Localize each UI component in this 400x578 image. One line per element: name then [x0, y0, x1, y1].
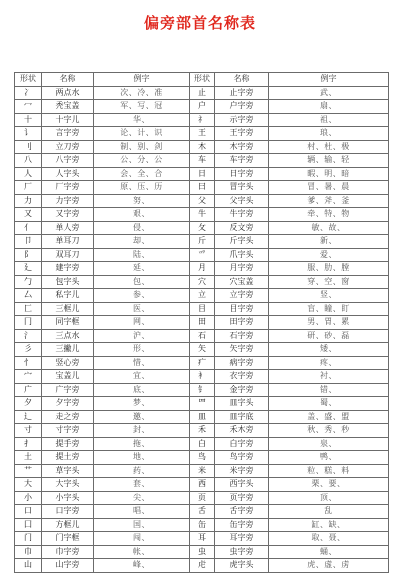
radical-examples: 粒、糕、料: [269, 464, 389, 478]
radical-examples: 侵、: [94, 221, 190, 235]
radical-name: 止字旁: [215, 86, 269, 100]
radical-examples: 牵、特、物: [269, 208, 389, 222]
radical-name: 金字旁: [215, 383, 269, 397]
radical-examples: 鸭、: [269, 451, 389, 465]
radical-name: 石字旁: [215, 329, 269, 343]
header-name: 名称: [42, 73, 94, 87]
radical-examples: 陆、: [94, 248, 190, 262]
radical-examples: 暇、明、暗: [269, 167, 389, 181]
radical-examples: 新、: [269, 235, 389, 249]
header-examples: 例字: [269, 73, 389, 87]
radical-shape: 日: [190, 167, 215, 181]
radical-examples: 医、: [94, 302, 190, 316]
radical-examples: 会、全、合: [94, 167, 190, 181]
radical-examples: 研、砂、磊: [269, 329, 389, 343]
radical-examples: 冒、暑、晨: [269, 181, 389, 195]
radical-name: 田字旁: [215, 316, 269, 330]
radical-shape: 米: [190, 464, 215, 478]
table-row: [15, 275, 389, 289]
table-row: [15, 316, 389, 330]
radical-shape: 爫: [190, 248, 215, 262]
radical-examples: 衬、: [269, 370, 389, 384]
radical-name: 竖心旁: [42, 356, 94, 370]
radical-examples: 努、: [94, 194, 190, 208]
radical-name: 口字旁: [42, 505, 94, 519]
radical-examples: 乱: [269, 505, 389, 519]
radical-name: 八字旁: [42, 154, 94, 168]
radical-name: 父字头: [215, 194, 269, 208]
radical-shape: 卩: [15, 235, 42, 249]
table-row: [15, 113, 389, 127]
radical-shape: 耳: [190, 532, 215, 546]
table-row: [15, 181, 389, 195]
table-row: [15, 545, 389, 559]
radical-shape: 匚: [15, 302, 42, 316]
radical-name: 巾字旁: [42, 545, 94, 559]
radical-name: 户字旁: [215, 100, 269, 114]
radical-name: 提手旁: [42, 437, 94, 451]
radical-name: 舌字旁: [215, 505, 269, 519]
radical-examples: 公、分、公: [94, 154, 190, 168]
radical-shape: 父: [190, 194, 215, 208]
table-row: [15, 424, 389, 438]
radical-shape: 衤: [190, 370, 215, 384]
table-row: [15, 491, 389, 505]
table-row: [15, 329, 389, 343]
radical-examples: 闯、: [94, 532, 190, 546]
radical-examples: 敏、故、: [269, 221, 389, 235]
radical-examples: 底、: [94, 383, 190, 397]
table-body: [15, 86, 389, 572]
radical-shape: 艹: [15, 464, 42, 478]
radical-shape: 王: [190, 127, 215, 141]
radical-examples: 蛹、: [269, 545, 389, 559]
radical-name: 同字框: [42, 316, 94, 330]
radical-examples: 国、: [94, 518, 190, 532]
radical-examples: 穿、空、窗: [269, 275, 389, 289]
radical-examples: 爱、: [269, 248, 389, 262]
radical-shape: 缶: [190, 518, 215, 532]
radical-examples: 顶、: [269, 491, 389, 505]
radical-name: 木字旁: [215, 140, 269, 154]
table-header-row: [15, 73, 389, 87]
table-row: [15, 559, 389, 573]
radical-shape: 户: [190, 100, 215, 114]
radical-shape: 虫: [190, 545, 215, 559]
radical-shape: 目: [190, 302, 215, 316]
radical-examples: 唱、: [94, 505, 190, 519]
radical-name: 小字头: [42, 491, 94, 505]
radical-examples: 却、: [94, 235, 190, 249]
header-name: 名称: [215, 73, 269, 87]
radical-shape: 辶: [15, 410, 42, 424]
radical-examples: 矮、: [269, 343, 389, 357]
table-row: [15, 208, 389, 222]
table-row: [15, 410, 389, 424]
radical-shape: 白: [190, 437, 215, 451]
radical-shape: 车: [190, 154, 215, 168]
table-row: [15, 397, 389, 411]
radical-name: 虫字旁: [215, 545, 269, 559]
radical-shape: 寸: [15, 424, 42, 438]
radical-shape: 皿: [190, 410, 215, 424]
radical-name: 王字旁: [215, 127, 269, 141]
radical-shape: 亻: [15, 221, 42, 235]
radical-examples: 论、计、识: [94, 127, 190, 141]
radical-examples: 蜀、: [269, 397, 389, 411]
radical-shape: 攵: [190, 221, 215, 235]
table-row: [15, 518, 389, 532]
radical-examples: 拖、: [94, 437, 190, 451]
radical-examples: 尖、: [94, 491, 190, 505]
radical-examples: 辆、输、轻: [269, 154, 389, 168]
radical-name: 穴宝盖: [215, 275, 269, 289]
radical-name: 西字头: [215, 478, 269, 492]
table-row: [15, 464, 389, 478]
radical-examples: 药、: [94, 464, 190, 478]
radical-shape: 宀: [15, 370, 42, 384]
radical-examples: 包、: [94, 275, 190, 289]
radical-name: 虎字头: [215, 559, 269, 573]
radical-examples: 惜、: [94, 356, 190, 370]
radical-shape: 刂: [15, 140, 42, 154]
radical-shape: 罒: [190, 397, 215, 411]
radical-shape: 夕: [15, 397, 42, 411]
radical-name: 单人旁: [42, 221, 94, 235]
radical-shape: 舌: [190, 505, 215, 519]
radical-name: 白字旁: [215, 437, 269, 451]
radical-shape: 礻: [190, 113, 215, 127]
radical-shape: 疒: [190, 356, 215, 370]
radical-examples: 艰、: [94, 208, 190, 222]
radical-examples: 栗、要、: [269, 478, 389, 492]
radical-name: 米字旁: [215, 464, 269, 478]
page-title: 偏旁部首名称表: [143, 14, 256, 32]
radical-name: 斤字头: [215, 235, 269, 249]
table-row: [15, 248, 389, 262]
table-row: [15, 262, 389, 276]
radical-name: 日字旁: [215, 167, 269, 181]
radical-shape: 禾: [190, 424, 215, 438]
radical-shape: 页: [190, 491, 215, 505]
radical-shape: 土: [15, 451, 42, 465]
radical-examples: 邀、: [94, 410, 190, 424]
radical-name: 皿字头: [215, 397, 269, 411]
radical-examples: 形、: [94, 343, 190, 357]
header-examples: 例字: [94, 73, 190, 87]
table-row: [15, 167, 389, 181]
radical-name: 页字旁: [215, 491, 269, 505]
radical-examples: 次、冷、准: [94, 86, 190, 100]
radical-name: 厂字旁: [42, 181, 94, 195]
radical-shape: 广: [15, 383, 42, 397]
radical-name: 草字头: [42, 464, 94, 478]
radical-name: 三撇儿: [42, 343, 94, 357]
radical-examples: 爹、斧、釜: [269, 194, 389, 208]
radical-examples: 祖、: [269, 113, 389, 127]
table-row: [15, 289, 389, 303]
radical-shape: 忄: [15, 356, 42, 370]
radical-name: 山字旁: [42, 559, 94, 573]
radical-name: 言字旁: [42, 127, 94, 141]
table-row: [15, 127, 389, 141]
radical-examples: 盲、瞳、盯: [269, 302, 389, 316]
radical-examples: 疼、: [269, 356, 389, 370]
radical-examples: 套、: [94, 478, 190, 492]
radical-examples: 参、: [94, 289, 190, 303]
radical-examples: 武、: [269, 86, 389, 100]
radical-name: 禾木旁: [215, 424, 269, 438]
radical-shape: 口: [15, 505, 42, 519]
radical-examples: 梦、: [94, 397, 190, 411]
radical-shape: 止: [190, 86, 215, 100]
radical-examples: 制、别、剑: [94, 140, 190, 154]
table-row: [15, 86, 389, 100]
radical-examples: 原、压、历: [94, 181, 190, 195]
radical-shape: 廴: [15, 262, 42, 276]
table-row: [15, 140, 389, 154]
radical-shape: 八: [15, 154, 42, 168]
radical-shape: 石: [190, 329, 215, 343]
radical-name: 耳字旁: [215, 532, 269, 546]
radical-examples: 宜、: [94, 370, 190, 384]
radical-name: 又字旁: [42, 208, 94, 222]
table-row: [15, 505, 389, 519]
radical-name: 示字旁: [215, 113, 269, 127]
radical-examples: 网、: [94, 316, 190, 330]
radical-name: 单耳刀: [42, 235, 94, 249]
radical-shape: 巾: [15, 545, 42, 559]
radical-name: 双耳刀: [42, 248, 94, 262]
radical-shape: 勹: [15, 275, 42, 289]
radical-examples: 地、: [94, 451, 190, 465]
radical-name: 衣字旁: [215, 370, 269, 384]
radical-name: 包字头: [42, 275, 94, 289]
radical-name: 宝盖儿: [42, 370, 94, 384]
radical-shape: 囗: [15, 518, 42, 532]
header-shape: 形状: [190, 73, 215, 87]
table-row: [15, 383, 389, 397]
radical-examples: 竖、: [269, 289, 389, 303]
radical-name: 两点水: [42, 86, 94, 100]
radical-shape: 阝: [15, 248, 42, 262]
radical-shape: 力: [15, 194, 42, 208]
table-row: [15, 478, 389, 492]
radical-examples: 男、胃、累: [269, 316, 389, 330]
radical-shape: 虍: [190, 559, 215, 573]
radical-examples: 帐、: [94, 545, 190, 559]
radical-examples: 沪、: [94, 329, 190, 343]
radical-shape: 木: [190, 140, 215, 154]
radical-name: 三点水: [42, 329, 94, 343]
radical-shape: 牛: [190, 208, 215, 222]
radical-shape: 小: [15, 491, 42, 505]
radical-name: 牛字旁: [215, 208, 269, 222]
radical-examples: 虎、虚、虏: [269, 559, 389, 573]
radical-examples: 缸、缺、: [269, 518, 389, 532]
table-row: [15, 343, 389, 357]
radical-name: 皿字底: [215, 410, 269, 424]
radical-shape: 冫: [15, 86, 42, 100]
table-row: [15, 221, 389, 235]
radical-name: 门字框: [42, 532, 94, 546]
radical-examples: 泉、: [269, 437, 389, 451]
radical-name: 夕字旁: [42, 397, 94, 411]
radical-shape: 穴: [190, 275, 215, 289]
radical-shape: 钅: [190, 383, 215, 397]
radical-shape: 又: [15, 208, 42, 222]
radical-shape: 田: [190, 316, 215, 330]
radical-name: 私字儿: [42, 289, 94, 303]
table-row: [15, 100, 389, 114]
radical-name: 立字旁: [215, 289, 269, 303]
radical-examples: 取、聂、: [269, 532, 389, 546]
radical-examples: 盖、盛、盟: [269, 410, 389, 424]
radical-name: 大字头: [42, 478, 94, 492]
radical-name: 车字旁: [215, 154, 269, 168]
table-row: [15, 302, 389, 316]
radical-name: 爪字头: [215, 248, 269, 262]
header-shape: 形状: [15, 73, 42, 87]
table-row: [15, 451, 389, 465]
radical-shape: 斤: [190, 235, 215, 249]
table-row: [15, 235, 389, 249]
radical-name: 广字旁: [42, 383, 94, 397]
radical-shape: 十: [15, 113, 42, 127]
radical-name: 寸字旁: [42, 424, 94, 438]
radical-name: 冒字头: [215, 181, 269, 195]
radical-name: 三框儿: [42, 302, 94, 316]
radical-shape: 门: [15, 532, 42, 546]
radical-name: 走之旁: [42, 410, 94, 424]
radical-shape: 月: [190, 262, 215, 276]
radical-shape: 冖: [15, 100, 42, 114]
radical-name: 提土旁: [42, 451, 94, 465]
radical-shape: 厶: [15, 289, 42, 303]
table-row: [15, 356, 389, 370]
radical-name: 缶字旁: [215, 518, 269, 532]
radical-shape: 厂: [15, 181, 42, 195]
radical-shape: 西: [190, 478, 215, 492]
radical-shape: 鸟: [190, 451, 215, 465]
radical-examples: 华、: [94, 113, 190, 127]
radical-examples: 扇、: [269, 100, 389, 114]
radical-shape: 冂: [15, 316, 42, 330]
radical-name: 反文旁: [215, 221, 269, 235]
radical-shape: 大: [15, 478, 42, 492]
table-row: [15, 194, 389, 208]
table-row: [15, 370, 389, 384]
radical-name: 力字旁: [42, 194, 94, 208]
radical-shape: 氵: [15, 329, 42, 343]
radical-examples: 秋、秀、秒: [269, 424, 389, 438]
radical-shape: 扌: [15, 437, 42, 451]
radical-name: 十字儿: [42, 113, 94, 127]
table-row: [15, 532, 389, 546]
radical-examples: 峰、: [94, 559, 190, 573]
radical-shape: 彡: [15, 343, 42, 357]
radical-shape: 曰: [190, 181, 215, 195]
radical-name: 秃宝盖: [42, 100, 94, 114]
radical-name: 方框儿: [42, 518, 94, 532]
radical-shape: 立: [190, 289, 215, 303]
radical-name: 立刀旁: [42, 140, 94, 154]
radical-examples: 封、: [94, 424, 190, 438]
radical-name: 鸟字旁: [215, 451, 269, 465]
radical-name: 病字旁: [215, 356, 269, 370]
radical-table: [14, 72, 389, 573]
table-row: [15, 437, 389, 451]
radical-name: 矢字旁: [215, 343, 269, 357]
radical-examples: 村、杜、极: [269, 140, 389, 154]
radical-shape: 矢: [190, 343, 215, 357]
radical-examples: 琅、: [269, 127, 389, 141]
radical-name: 建字旁: [42, 262, 94, 276]
radical-examples: 服、肋、膛: [269, 262, 389, 276]
radical-examples: 延、: [94, 262, 190, 276]
radical-name: 月字旁: [215, 262, 269, 276]
radical-name: 目字旁: [215, 302, 269, 316]
table-row: [15, 154, 389, 168]
radical-shape: 山: [15, 559, 42, 573]
radical-name: 人字头: [42, 167, 94, 181]
radical-examples: 军、写、冠: [94, 100, 190, 114]
radical-examples: 错、: [269, 383, 389, 397]
radical-shape: 讠: [15, 127, 42, 141]
radical-shape: 人: [15, 167, 42, 181]
